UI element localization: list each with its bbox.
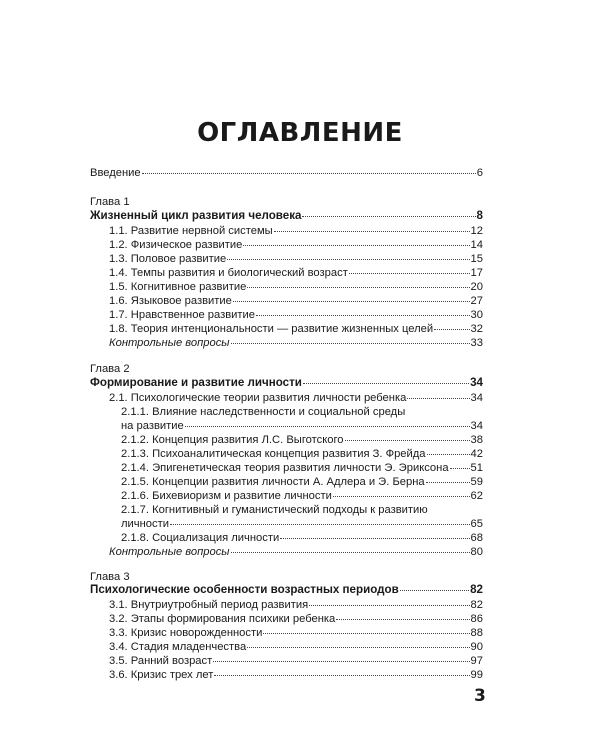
chapter-label: Глава 2 [90,363,130,375]
toc-entry[interactable] [109,252,483,266]
toc-entry-page: 51 [470,462,483,474]
toc-entry[interactable] [109,612,483,626]
toc-entry-page: 82 [470,599,483,611]
dot-leader [434,329,469,330]
toc-entry-page: 27 [470,295,483,307]
toc-entry-intro[interactable] [90,166,483,180]
toc-entry-title: 1.1. Развитие нервной системы [109,225,273,237]
dot-leader [185,426,470,427]
dot-leader [231,552,470,553]
toc-entry-title: Контрольные вопросы [109,337,230,349]
toc-entry-page: 42 [470,448,483,460]
toc-entry-title: 2.1.8. Социализация личности [121,532,280,544]
dot-leader [333,496,470,497]
toc-entry-page: 14 [470,239,483,251]
toc-entry-page: 30 [470,309,483,321]
toc-entry-title: 2.1. Психологические теории развития личности ребенка [109,392,407,404]
toc-entry[interactable] [121,475,483,489]
toc-entry[interactable] [121,517,483,531]
toc-entry-title: Введение [90,167,141,179]
toc-entry[interactable] [121,461,483,475]
toc-entry-page: 20 [470,281,483,293]
dot-leader [227,259,469,260]
toc-entry[interactable] [109,238,483,252]
toc-entry-page: 33 [470,337,483,349]
toc-entry[interactable] [121,489,483,503]
toc-entry-title: на развитие [121,420,184,432]
toc-entry-page: 82 [470,583,483,596]
toc-entry-title: 1.4. Темпы развития и биологический возраст [109,267,348,279]
toc-entry-title: 1.7. Нравственное развитие [109,309,256,321]
toc-entry[interactable] [121,531,483,545]
toc-entry-line: 2.1.7. Когнитивный и гуманистический подходы к развитию [121,504,428,516]
toc-entry-title: 3.3. Кризис новорожденности [109,627,263,639]
toc-entry-page: 34 [470,420,483,432]
dot-leader [142,173,476,174]
toc-entry-page: 86 [470,613,483,625]
toc-section[interactable] [109,391,483,405]
toc-entry-page: 97 [470,655,483,667]
toc-entry-title: 1.6. Языковое развитие [109,295,232,307]
toc-entry-title: 3.6. Кризис трех лет [109,669,214,681]
dot-leader [213,661,469,662]
toc-entry[interactable] [109,294,483,308]
dot-leader [170,524,470,525]
toc-entry-page: 34 [470,392,483,404]
dot-leader [302,216,475,217]
chapter-heading[interactable] [90,583,483,597]
toc-entry-title: 3.5. Ранний возраст [109,655,213,667]
toc-entry-title: 1.2. Физическое развитие [109,239,243,251]
toc-entry-title: Психологические особенности возрастных периодов [90,583,399,596]
toc-entry-page: 65 [470,518,483,530]
chapter-heading[interactable] [90,209,483,223]
toc-entry[interactable] [109,626,483,640]
toc-entry-title: Жизненный цикл развития человека [90,209,302,222]
toc-entry-questions[interactable] [109,336,483,350]
dot-leader [427,454,470,455]
chapter-heading[interactable] [90,376,483,390]
dot-leader [336,619,469,620]
toc-entry[interactable] [121,447,483,461]
toc-entry[interactable] [109,322,483,336]
toc-entry[interactable] [109,280,483,294]
toc-entry-title: Формирование и развитие личности [90,376,302,389]
toc-entry-questions[interactable] [109,545,483,559]
toc-entry[interactable] [121,419,483,433]
dot-leader [256,315,470,316]
dot-leader [345,440,470,441]
toc-entry-page: 6 [476,167,483,179]
toc-entry-page: 15 [470,253,483,265]
toc-entry-page: 34 [470,376,483,389]
page-title: ОГЛАВЛЕНИЕ [197,118,403,148]
toc-entry-title: личности [121,518,169,530]
toc-entry-title: 2.1.5. Концепции развития личности А. Адлера и Э. Берна [121,476,425,488]
toc-entry-title: 1.5. Когнитивное развитие [109,281,247,293]
dot-leader [274,231,470,232]
toc-entry[interactable] [109,654,483,668]
toc-entry-page: 68 [470,532,483,544]
dot-leader [426,482,470,483]
toc-entry-page: 12 [470,225,483,237]
page-number: 3 [474,686,486,706]
toc-entry-page: 88 [470,627,483,639]
dot-leader [214,675,469,676]
toc-entry[interactable] [109,266,483,280]
dot-leader [400,590,469,591]
toc-entry-page: 8 [476,209,483,222]
toc-entry[interactable] [109,640,483,654]
toc-entry-page: 38 [470,434,483,446]
toc-entry-title: 3.2. Этапы формирования психики ребенка [109,613,336,625]
dot-leader [247,287,469,288]
toc-entry-title: 2.1.6. Бихевиоризм и развитие личности [121,490,332,502]
toc-entry[interactable] [109,668,483,682]
toc-entry-page: 80 [470,546,483,558]
dot-leader [243,245,469,246]
dot-leader [303,383,469,384]
dot-leader [263,633,469,634]
toc-entry-page: 62 [470,490,483,502]
toc-entry-title: 3.4. Стадия младенчества [109,641,247,653]
toc-entry[interactable] [121,433,483,447]
dot-leader [450,468,470,469]
toc-entry-title: 2.1.4. Эпигенетическая теория развития личности Э. Эриксона [121,462,449,474]
dot-leader [407,398,469,399]
dot-leader [309,605,469,606]
toc-entry-title: 1.8. Теория интенциональности — развитие жизненных целей [109,323,434,335]
chapter-label: Глава 3 [90,571,130,583]
chapter-label: Глава 1 [90,196,130,208]
toc-entry-title: 2.1.2. Концепция развития Л.С. Выготского [121,434,344,446]
toc-entry-title: 3.1. Внутриутробный период развития [109,599,309,611]
toc-entry-page: 99 [470,669,483,681]
toc-entry-title: 1.3. Половое развитие [109,253,227,265]
dot-leader [349,273,470,274]
toc-entry-page: 17 [470,267,483,279]
toc-entry-page: 59 [470,476,483,488]
toc-entry[interactable] [109,224,483,238]
dot-leader [280,538,469,539]
toc-entry[interactable] [109,598,483,612]
dot-leader [231,343,470,344]
dot-leader [233,301,470,302]
dot-leader [247,647,469,648]
toc-entry-title: Контрольные вопросы [109,546,230,558]
toc-entry-line: 2.1.1. Влияние наследственности и социальной среды [121,406,406,418]
toc-entry-page: 90 [470,641,483,653]
toc-entry-page: 32 [470,323,483,335]
toc-entry-title: 2.1.3. Психоаналитическая концепция развития З. Фрейда [121,448,426,460]
toc-entry[interactable] [109,308,483,322]
